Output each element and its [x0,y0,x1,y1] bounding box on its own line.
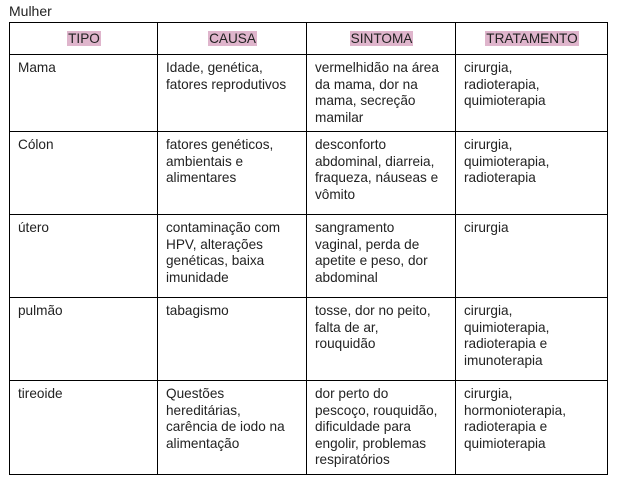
cell-tratamento: cirurgia [456,215,608,298]
header-tipo-label: TIPO [68,31,100,46]
cell-tipo: útero [10,215,158,298]
table-row [10,298,608,381]
header-sintoma-label: SINTOMA [350,31,413,46]
header-sintoma [307,23,456,55]
table-row [10,381,608,475]
cancer-table [9,22,608,475]
cell-sintoma: tosse, dor no peito, falta de ar, rouquidão [307,298,456,381]
table-header-row [10,23,608,55]
cell-tipo: Mama [10,55,158,132]
header-tratamento [456,23,608,55]
cell-sintoma: sangramento vaginal, perda de apetite e peso, dor abdominal [307,215,456,298]
cell-tipo: pulmão [10,298,158,381]
header-causa [158,23,307,55]
cell-tipo: tireoide [10,381,158,475]
header-causa-label: CAUSA [209,31,256,46]
cell-sintoma: desconforto abdominal, diarreia, fraqueza, náuseas e vômito [307,132,456,215]
header-tratamento-label: TRATAMENTO [486,31,578,46]
table-row [10,215,608,298]
cell-tipo: Cólon [10,132,158,215]
cell-tratamento: cirurgia, quimioterapia, radioterapia [456,132,608,215]
cell-causa: fatores genéticos, ambientais e alimentares [158,132,307,215]
cell-causa: Questões hereditárias, carência de iodo na alimentação [158,381,307,475]
cell-causa: tabagismo [158,298,307,381]
cell-tratamento: cirurgia, hormonioterapia, radioterapia e quimioterapia [456,381,608,475]
cell-causa: contaminação com HPV, alterações genéticas, baixa imunidade [158,215,307,298]
cell-tratamento: cirurgia, quimioterapia, radioterapia e imunoterapia [456,298,608,381]
header-tipo [10,23,158,55]
cell-sintoma: vermelhidão na área da mama, dor na mama, secreção mamilar [307,55,456,132]
table-row [10,132,608,215]
table-row [10,55,608,132]
cell-causa: Idade, genética, fatores reprodutivos [158,55,307,132]
cell-sintoma: dor perto do pescoço, rouquidão, dificuldade para engolir, problemas respiratórios [307,381,456,475]
document-title: Mulher [9,3,52,19]
cell-tratamento: cirurgia, radioterapia, quimioterapia [456,55,608,132]
